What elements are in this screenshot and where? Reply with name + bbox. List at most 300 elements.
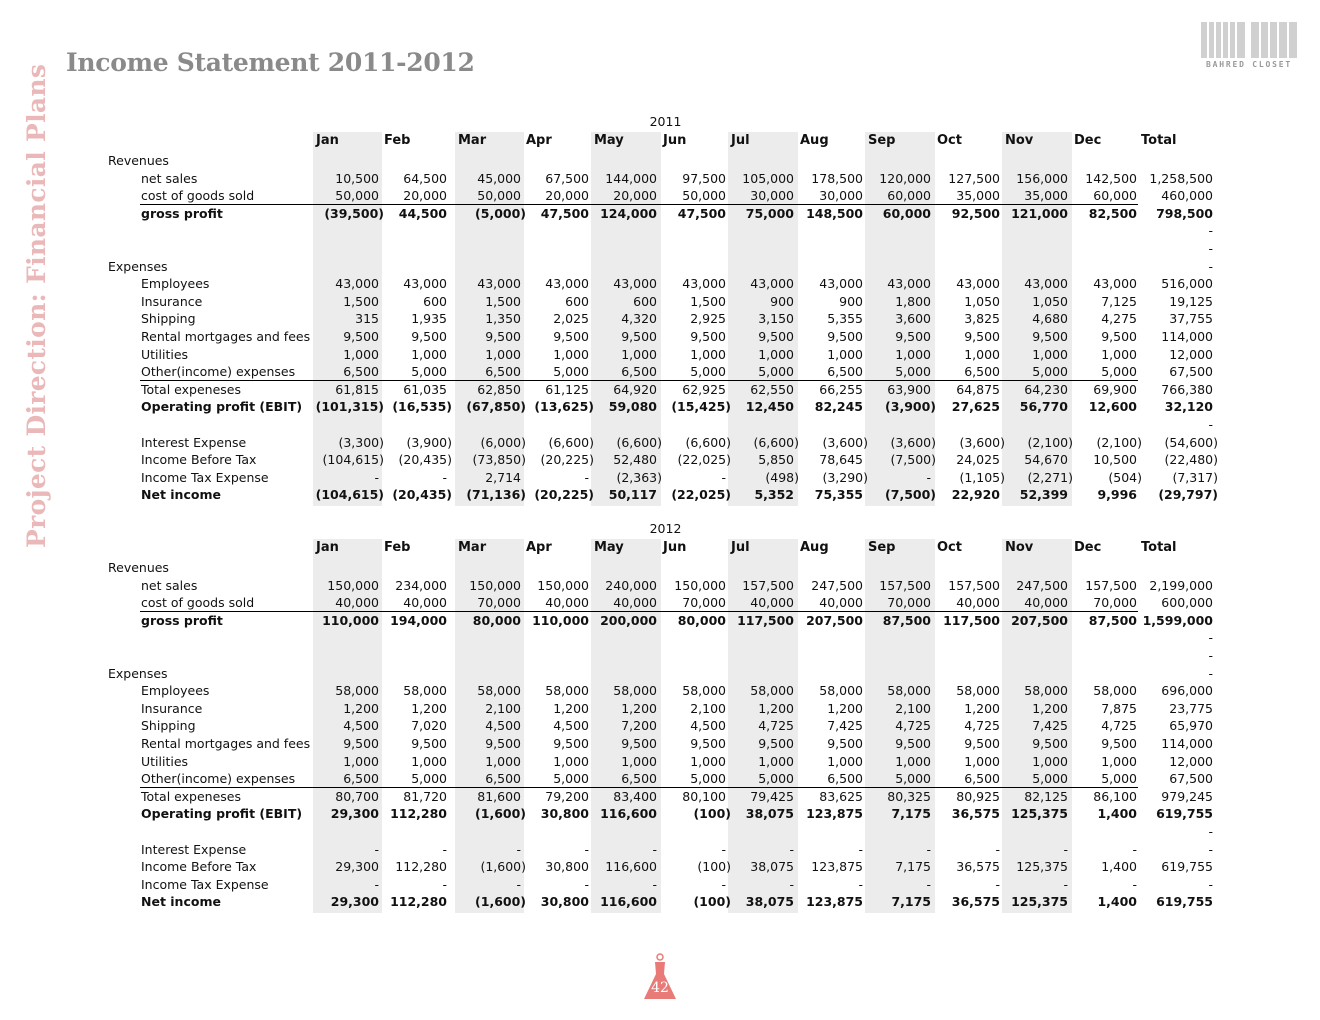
value-cell: - — [926, 876, 931, 892]
value-cell: 234,000 — [395, 577, 447, 593]
value-cell: 6,500 — [964, 771, 1000, 787]
barcode-icon — [1199, 20, 1299, 60]
side-title: Project Direction: Financial Plans — [22, 63, 51, 548]
row-label: Utilities — [141, 346, 189, 362]
value-cell: 30,800 — [540, 806, 589, 822]
section-row — [108, 559, 1223, 577]
value-cell: 75,000 — [745, 205, 794, 221]
value-cell: 3,150 — [758, 311, 794, 327]
value-cell: 43,000 — [477, 276, 521, 292]
total-cell: 979,245 — [1161, 788, 1213, 804]
value-cell: 1,200 — [1032, 700, 1068, 716]
value-cell: 27,625 — [951, 399, 1000, 415]
month-header: Feb — [384, 133, 411, 148]
value-cell: 9,500 — [895, 329, 931, 344]
value-cell: (1,600) — [475, 806, 526, 822]
value-cell: 9,500 — [1101, 736, 1137, 751]
value-cell: 1,200 — [758, 700, 794, 716]
value-cell: - — [926, 469, 931, 485]
value-cell: 4,320 — [621, 311, 657, 327]
value-cell: 58,000 — [956, 683, 1000, 699]
value-cell: 9,500 — [1032, 329, 1068, 344]
value-cell: 900 — [839, 293, 863, 309]
total-header: Total — [1141, 540, 1177, 555]
value-cell: 5,000 — [690, 771, 726, 787]
table-row — [108, 328, 1223, 346]
table-row — [108, 293, 1223, 311]
value-cell: (22,025) — [677, 452, 731, 468]
value-cell: 1,000 — [485, 346, 521, 362]
total-cell: - — [1208, 824, 1213, 839]
value-cell: 1,000 — [411, 753, 447, 769]
value-cell: 6,500 — [621, 771, 657, 787]
row-label: Interest Expense — [141, 841, 247, 857]
value-cell: 4,275 — [1101, 311, 1137, 327]
value-cell: 5,355 — [827, 311, 863, 327]
value-cell: (71,136) — [466, 487, 526, 503]
table-row — [108, 770, 1223, 788]
value-cell: 9,500 — [621, 736, 657, 751]
value-cell: 1,200 — [827, 700, 863, 716]
total-cell: 696,000 — [1161, 683, 1213, 699]
value-cell: 82,500 — [1088, 205, 1137, 221]
value-cell: 40,000 — [750, 595, 794, 611]
table-row — [108, 858, 1223, 876]
total-cell: 2,199,000 — [1149, 577, 1213, 593]
statement-year: 2011 — [649, 114, 682, 129]
value-cell: 1,500 — [690, 293, 726, 309]
value-cell: 4,725 — [895, 718, 931, 734]
value-cell: 58,000 — [750, 683, 794, 699]
value-cell: 1,000 — [964, 346, 1000, 362]
brand-name: BAHRED CLOSET — [1205, 60, 1292, 69]
table-row — [108, 735, 1223, 753]
value-cell: - — [858, 841, 863, 857]
value-cell: (6,600) — [685, 434, 731, 450]
value-cell: (15,425) — [671, 399, 731, 415]
value-cell: 58,000 — [477, 683, 521, 699]
table-row — [108, 416, 1223, 434]
value-cell: 61,815 — [335, 381, 379, 397]
value-cell: (3,600) — [959, 434, 1005, 450]
table-row — [108, 310, 1223, 328]
value-cell: 4,680 — [1032, 311, 1068, 327]
value-cell: 144,000 — [605, 170, 657, 186]
month-header: Sep — [868, 133, 896, 148]
value-cell: 9,500 — [621, 329, 657, 344]
value-cell: 9,500 — [827, 736, 863, 751]
section-row — [108, 258, 1223, 276]
value-cell: 83,400 — [613, 788, 657, 804]
value-cell: 110,000 — [322, 612, 379, 628]
value-cell: 82,125 — [1024, 788, 1068, 804]
value-cell: (100) — [697, 859, 731, 875]
value-cell: (20,435) — [392, 487, 452, 503]
total-cell: 67,500 — [1169, 364, 1213, 380]
value-cell: 110,000 — [532, 612, 589, 628]
row-label: net sales — [141, 170, 198, 186]
total-cell: - — [1208, 223, 1213, 239]
value-cell: 60,000 — [1093, 188, 1137, 204]
value-cell: 1,400 — [1101, 859, 1137, 875]
value-cell: 1,000 — [758, 753, 794, 769]
value-cell: 600 — [565, 293, 589, 309]
section-label: Expenses — [108, 258, 168, 274]
value-cell: 1,935 — [411, 311, 447, 327]
value-cell: 62,850 — [477, 381, 521, 397]
value-cell: 1,500 — [485, 293, 521, 309]
month-header: Oct — [937, 540, 962, 555]
value-cell: - — [789, 841, 794, 857]
value-cell: 900 — [770, 293, 794, 309]
value-cell: 61,035 — [403, 381, 447, 397]
value-cell: 5,000 — [1032, 364, 1068, 380]
table-row — [108, 222, 1223, 240]
value-cell: 47,500 — [677, 205, 726, 221]
value-cell: 600 — [423, 293, 447, 309]
value-cell: - — [652, 876, 657, 892]
row-label: Net income — [141, 894, 221, 910]
value-cell: 44,500 — [398, 205, 447, 221]
value-cell: 2,025 — [553, 311, 589, 327]
income-statement-2012 — [108, 523, 1223, 913]
value-cell: 124,000 — [600, 205, 657, 221]
value-cell: - — [1063, 841, 1068, 857]
value-cell: 5,352 — [754, 487, 794, 503]
value-cell: 9,500 — [827, 329, 863, 344]
value-cell: 4,725 — [1101, 718, 1137, 734]
value-cell: (1,600) — [475, 894, 526, 910]
value-cell: 1,500 — [343, 293, 379, 309]
total-cell: 114,000 — [1161, 736, 1213, 751]
value-cell: 6,500 — [343, 771, 379, 787]
value-cell: 50,117 — [608, 487, 657, 503]
value-cell: 1,000 — [553, 346, 589, 362]
table-row — [108, 753, 1223, 771]
value-cell: 9,500 — [553, 736, 589, 751]
month-header: Mar — [458, 540, 487, 555]
total-cell: 23,775 — [1169, 700, 1213, 716]
value-cell: 5,000 — [1032, 771, 1068, 787]
value-cell: 194,000 — [390, 612, 447, 628]
section-label: Revenues — [108, 153, 169, 168]
total-cell: - — [1208, 876, 1213, 892]
total-cell: - — [1208, 841, 1213, 857]
value-cell: 40,000 — [819, 595, 863, 611]
value-cell: 6,500 — [827, 771, 863, 787]
row-label: Total expeneses — [141, 381, 241, 397]
value-cell: 79,200 — [545, 788, 589, 804]
total-cell: (54,600) — [1164, 434, 1218, 450]
value-cell: 70,000 — [887, 595, 931, 611]
value-cell: 1,000 — [621, 346, 657, 362]
value-cell: 9,500 — [964, 736, 1000, 751]
value-cell: 1,000 — [1032, 753, 1068, 769]
value-cell: 1,000 — [343, 346, 379, 362]
total-cell: 19,125 — [1169, 293, 1213, 309]
value-cell: 43,000 — [545, 276, 589, 292]
value-cell: (6,600) — [548, 434, 594, 450]
total-cell: 798,500 — [1156, 205, 1213, 221]
value-cell: 40,000 — [335, 595, 379, 611]
value-cell: (100) — [693, 894, 731, 910]
value-cell: 80,700 — [335, 788, 379, 804]
value-cell: 5,000 — [690, 364, 726, 380]
row-label: Utilities — [141, 753, 189, 769]
value-cell: 59,080 — [608, 399, 657, 415]
value-cell: - — [721, 469, 726, 485]
value-cell: 150,000 — [327, 577, 379, 593]
value-cell: (504) — [1108, 469, 1142, 485]
value-cell: 6,500 — [485, 364, 521, 380]
table-row — [108, 469, 1223, 487]
total-cell: 460,000 — [1161, 188, 1213, 204]
value-cell: 38,075 — [745, 806, 794, 822]
total-cell: 67,500 — [1169, 771, 1213, 787]
value-cell: 36,575 — [951, 806, 1000, 822]
value-cell: 58,000 — [403, 683, 447, 699]
total-cell: 1,599,000 — [1142, 612, 1213, 628]
value-cell: 123,875 — [806, 806, 863, 822]
value-cell: - — [442, 469, 447, 485]
value-cell: 112,280 — [390, 806, 447, 822]
value-cell: 6,500 — [343, 364, 379, 380]
page-number: 42 — [651, 980, 669, 996]
total-cell: 12,000 — [1169, 753, 1213, 769]
table-row — [108, 876, 1223, 894]
row-label: cost of goods sold — [141, 595, 255, 611]
value-cell: - — [789, 876, 794, 892]
value-cell: 117,500 — [943, 612, 1000, 628]
value-cell: 43,000 — [887, 276, 931, 292]
value-cell: 1,000 — [895, 346, 931, 362]
value-cell: 40,000 — [956, 595, 1000, 611]
value-cell: 116,600 — [600, 894, 657, 910]
value-cell: 9,500 — [895, 736, 931, 751]
table-row — [108, 398, 1223, 416]
value-cell: 5,000 — [895, 364, 931, 380]
value-cell: 157,500 — [948, 577, 1000, 593]
value-cell: (3,600) — [822, 434, 868, 450]
total-cell: 766,380 — [1161, 381, 1213, 397]
value-cell: 4,725 — [964, 718, 1000, 734]
value-cell: 62,550 — [750, 381, 794, 397]
total-cell: - — [1208, 665, 1213, 681]
value-cell: 142,500 — [1085, 170, 1137, 186]
row-label: Other(income) expenses — [141, 364, 296, 380]
value-cell: 9,500 — [553, 329, 589, 344]
value-cell: 20,000 — [403, 188, 447, 204]
value-cell: 5,000 — [758, 364, 794, 380]
value-cell: 66,255 — [819, 381, 863, 397]
value-cell: (1,600) — [480, 859, 526, 875]
row-label: Operating profit (EBIT) — [141, 399, 303, 415]
value-cell: - — [442, 841, 447, 857]
table-row — [108, 788, 1223, 806]
value-cell: 87,500 — [1088, 612, 1137, 628]
table-row — [108, 647, 1223, 665]
value-cell: 9,500 — [690, 329, 726, 344]
value-cell: 43,000 — [956, 276, 1000, 292]
table-row — [108, 612, 1223, 630]
value-cell: (7,500) — [890, 452, 936, 468]
value-cell: 112,280 — [395, 859, 447, 875]
total-cell: - — [1208, 417, 1213, 432]
value-cell: 6,500 — [827, 364, 863, 380]
table-row — [108, 717, 1223, 735]
total-cell: - — [1208, 258, 1213, 274]
table-row — [108, 434, 1223, 452]
value-cell: 7,175 — [895, 859, 931, 875]
value-cell: 5,000 — [411, 364, 447, 380]
value-cell: 207,500 — [1011, 612, 1068, 628]
value-cell: 80,925 — [956, 788, 1000, 804]
table-row — [108, 823, 1223, 841]
value-cell: 157,500 — [1085, 577, 1137, 593]
value-cell: 9,500 — [485, 736, 521, 751]
value-cell: 35,000 — [1024, 188, 1068, 204]
value-cell: 9,500 — [485, 329, 521, 344]
value-cell: 150,000 — [537, 577, 589, 593]
value-cell: 10,500 — [335, 170, 379, 186]
value-cell: (2,363) — [616, 469, 662, 485]
value-cell: 29,300 — [330, 806, 379, 822]
value-cell: 58,000 — [613, 683, 657, 699]
value-cell: 148,500 — [806, 205, 863, 221]
total-cell: - — [1208, 648, 1213, 663]
value-cell: - — [858, 876, 863, 892]
value-cell: 45,000 — [477, 170, 521, 186]
value-cell: 64,500 — [403, 170, 447, 186]
value-cell: 52,399 — [1019, 487, 1068, 503]
row-label: Net income — [141, 487, 221, 503]
value-cell: 80,325 — [887, 788, 931, 804]
month-header: Feb — [384, 540, 411, 555]
total-cell: - — [1208, 630, 1213, 646]
table-row — [108, 594, 1223, 612]
month-header: Jun — [663, 133, 687, 148]
value-cell: 1,000 — [553, 753, 589, 769]
value-cell: (6,000) — [480, 434, 526, 450]
value-cell: 125,375 — [1016, 859, 1068, 875]
value-cell: (101,315) — [315, 399, 384, 415]
table-row — [108, 346, 1223, 364]
value-cell: 24,025 — [956, 452, 1000, 468]
value-cell: 5,000 — [411, 771, 447, 787]
value-cell: 1,000 — [827, 753, 863, 769]
value-cell: 43,000 — [335, 276, 379, 292]
value-cell: 117,500 — [737, 612, 794, 628]
value-cell: 83,625 — [819, 788, 863, 804]
value-cell: - — [1132, 876, 1137, 892]
total-cell: 12,000 — [1169, 346, 1213, 362]
row-label: Income Before Tax — [141, 452, 257, 468]
value-cell: 1,200 — [343, 700, 379, 716]
table-row — [108, 363, 1223, 381]
value-cell: 58,000 — [1024, 683, 1068, 699]
row-label: Employees — [141, 683, 210, 699]
value-cell: 1,200 — [964, 700, 1000, 716]
value-cell: 5,000 — [895, 771, 931, 787]
month-header: May — [594, 540, 624, 555]
value-cell: 22,920 — [951, 487, 1000, 503]
value-cell: (3,900) — [406, 434, 452, 450]
value-cell: 127,500 — [948, 170, 1000, 186]
brand-logo — [1199, 20, 1299, 72]
value-cell: 9,500 — [690, 736, 726, 751]
value-cell: 7,425 — [827, 718, 863, 734]
value-cell: 1,800 — [895, 293, 931, 309]
value-cell: (1,105) — [959, 469, 1005, 485]
value-cell: - — [584, 841, 589, 857]
value-cell: 58,000 — [1093, 683, 1137, 699]
value-cell: (22,025) — [671, 487, 731, 503]
value-cell: 123,875 — [806, 894, 863, 910]
value-cell: 7,200 — [621, 718, 657, 734]
total-cell: 619,755 — [1156, 894, 1213, 910]
value-cell: 4,500 — [553, 718, 589, 734]
value-cell: 29,300 — [335, 859, 379, 875]
value-cell: 80,000 — [472, 612, 521, 628]
value-cell: 1,000 — [690, 346, 726, 362]
value-cell: 50,000 — [682, 188, 726, 204]
value-cell: 12,450 — [745, 399, 794, 415]
value-cell: 86,100 — [1093, 788, 1137, 804]
value-cell: 1,000 — [485, 753, 521, 769]
value-cell: 1,200 — [621, 700, 657, 716]
total-cell: (22,480) — [1164, 452, 1218, 468]
table-row — [108, 577, 1223, 595]
value-cell: 2,925 — [690, 311, 726, 327]
value-cell: 2,100 — [690, 700, 726, 716]
value-cell: 150,000 — [674, 577, 726, 593]
value-cell: 58,000 — [887, 683, 931, 699]
value-cell: 9,500 — [758, 329, 794, 344]
value-cell: (2,100) — [1096, 434, 1142, 450]
total-header: Total — [1141, 133, 1177, 148]
month-header: Oct — [937, 133, 962, 148]
value-cell: 61,125 — [545, 381, 589, 397]
value-cell: 50,000 — [335, 188, 379, 204]
value-cell: (3,290) — [822, 469, 868, 485]
value-cell: - — [1132, 841, 1137, 857]
value-cell: 315 — [355, 311, 379, 327]
value-cell: 1,000 — [1032, 346, 1068, 362]
value-cell: 50,000 — [477, 188, 521, 204]
month-header: Apr — [526, 540, 552, 555]
value-cell: 70,000 — [1093, 595, 1137, 611]
total-cell: 619,755 — [1156, 806, 1213, 822]
value-cell: 82,245 — [814, 399, 863, 415]
value-cell: 56,770 — [1019, 399, 1068, 415]
value-cell: 69,900 — [1093, 381, 1137, 397]
value-cell: 20,000 — [613, 188, 657, 204]
value-cell: 70,000 — [682, 595, 726, 611]
value-cell: 125,375 — [1011, 894, 1068, 910]
value-cell: 1,000 — [1101, 346, 1137, 362]
month-header: Dec — [1074, 540, 1102, 555]
value-cell: - — [374, 469, 379, 485]
total-cell: 114,000 — [1161, 329, 1213, 344]
value-cell: 40,000 — [1024, 595, 1068, 611]
value-cell: (3,600) — [890, 434, 936, 450]
section-row — [108, 152, 1223, 170]
value-cell: - — [442, 876, 447, 892]
value-cell: 47,500 — [540, 205, 589, 221]
value-cell: 81,720 — [403, 788, 447, 804]
value-cell: 4,500 — [485, 718, 521, 734]
value-cell: 29,300 — [330, 894, 379, 910]
